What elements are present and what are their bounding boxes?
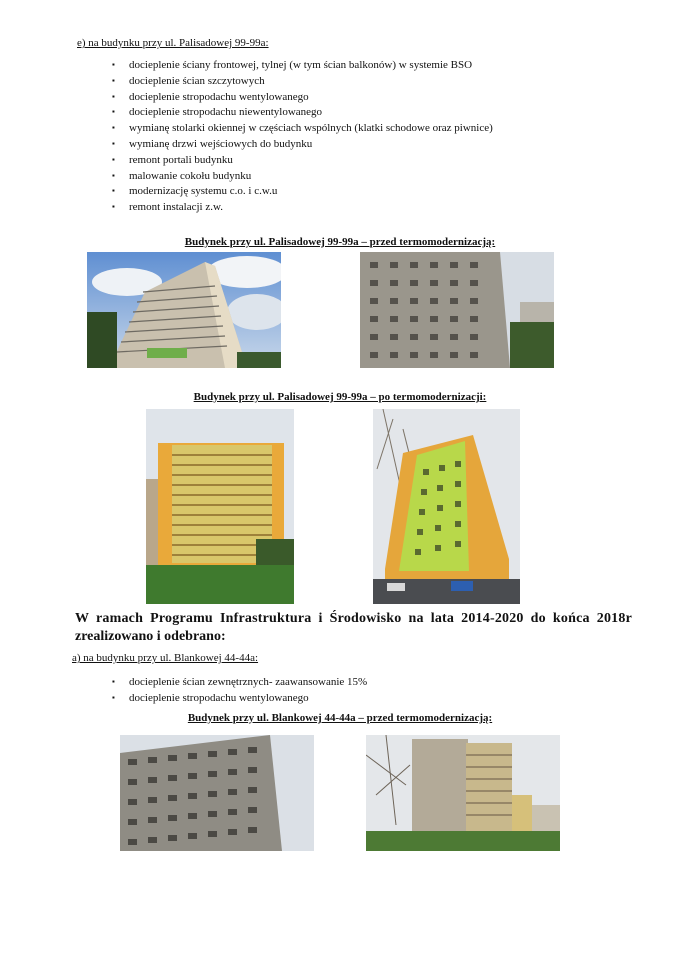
- list-item: ▪ docieplenie stropodachu wentylowanego: [112, 89, 493, 105]
- photo-palisadowa-after-2: [373, 409, 520, 604]
- section-a-heading: a) na budynku przy ul. Blankowej 44-44a:: [72, 652, 259, 664]
- list-item: ▪ docieplenie ściany frontowej, tylnej (w tym ścian balkonów) w systemie BSO: [112, 57, 493, 73]
- photo-blankowa-before-1: [120, 735, 314, 851]
- photo-blankowa-before-2: [366, 735, 560, 851]
- list-item: ▪ wymianę drzwi wejściowych do budynku: [112, 136, 493, 152]
- list-item: ▪ remont instalacji z.w.: [112, 199, 493, 215]
- list-item: ▪ docieplenie stropodachu niewentylowanego: [112, 104, 493, 120]
- caption-blankowa-before: Budynek przy ul. Blankowej 44-44a – przed termomodernizacją:: [187, 712, 493, 724]
- caption-palisadowa-before: Budynek przy ul. Palisadowej 99-99a – przed termomodernizacją:: [184, 236, 496, 248]
- program-text-line1: W ramach Programu Infrastruktura i Środowisko na lata 2014-2020 do końca 2018r: [75, 611, 632, 626]
- list-item: ▪ docieplenie ścian zewnętrznych- zaawansowanie 15%: [112, 674, 367, 690]
- list-item: ▪ docieplenie stropodachu wentylowanego: [112, 690, 367, 706]
- section-a-list: [112, 674, 367, 706]
- list-item: ▪ modernizację systemu c.o. i c.w.u: [112, 183, 493, 199]
- program-text-line2: zrealizowano i odebrano:: [75, 629, 226, 644]
- list-item: ▪ malowanie cokołu budynku: [112, 168, 493, 184]
- photo-palisadowa-before-1: [87, 252, 281, 368]
- photo-palisadowa-before-2: [360, 252, 554, 368]
- list-item: ▪ wymianę stolarki okiennej w częściach wspólnych (klatki schodowe oraz piwnice): [112, 120, 493, 136]
- list-item: ▪ docieplenie ścian szczytowych: [112, 73, 493, 89]
- section-e-heading: e) na budynku przy ul. Palisadowej 99-99a:: [77, 37, 269, 49]
- caption-palisadowa-after: Budynek przy ul. Palisadowej 99-99a – po termomodernizacji:: [193, 391, 487, 403]
- section-e-list: [112, 57, 493, 215]
- list-item: ▪ remont portali budynku: [112, 152, 493, 168]
- photo-palisadowa-after-1: [146, 409, 294, 604]
